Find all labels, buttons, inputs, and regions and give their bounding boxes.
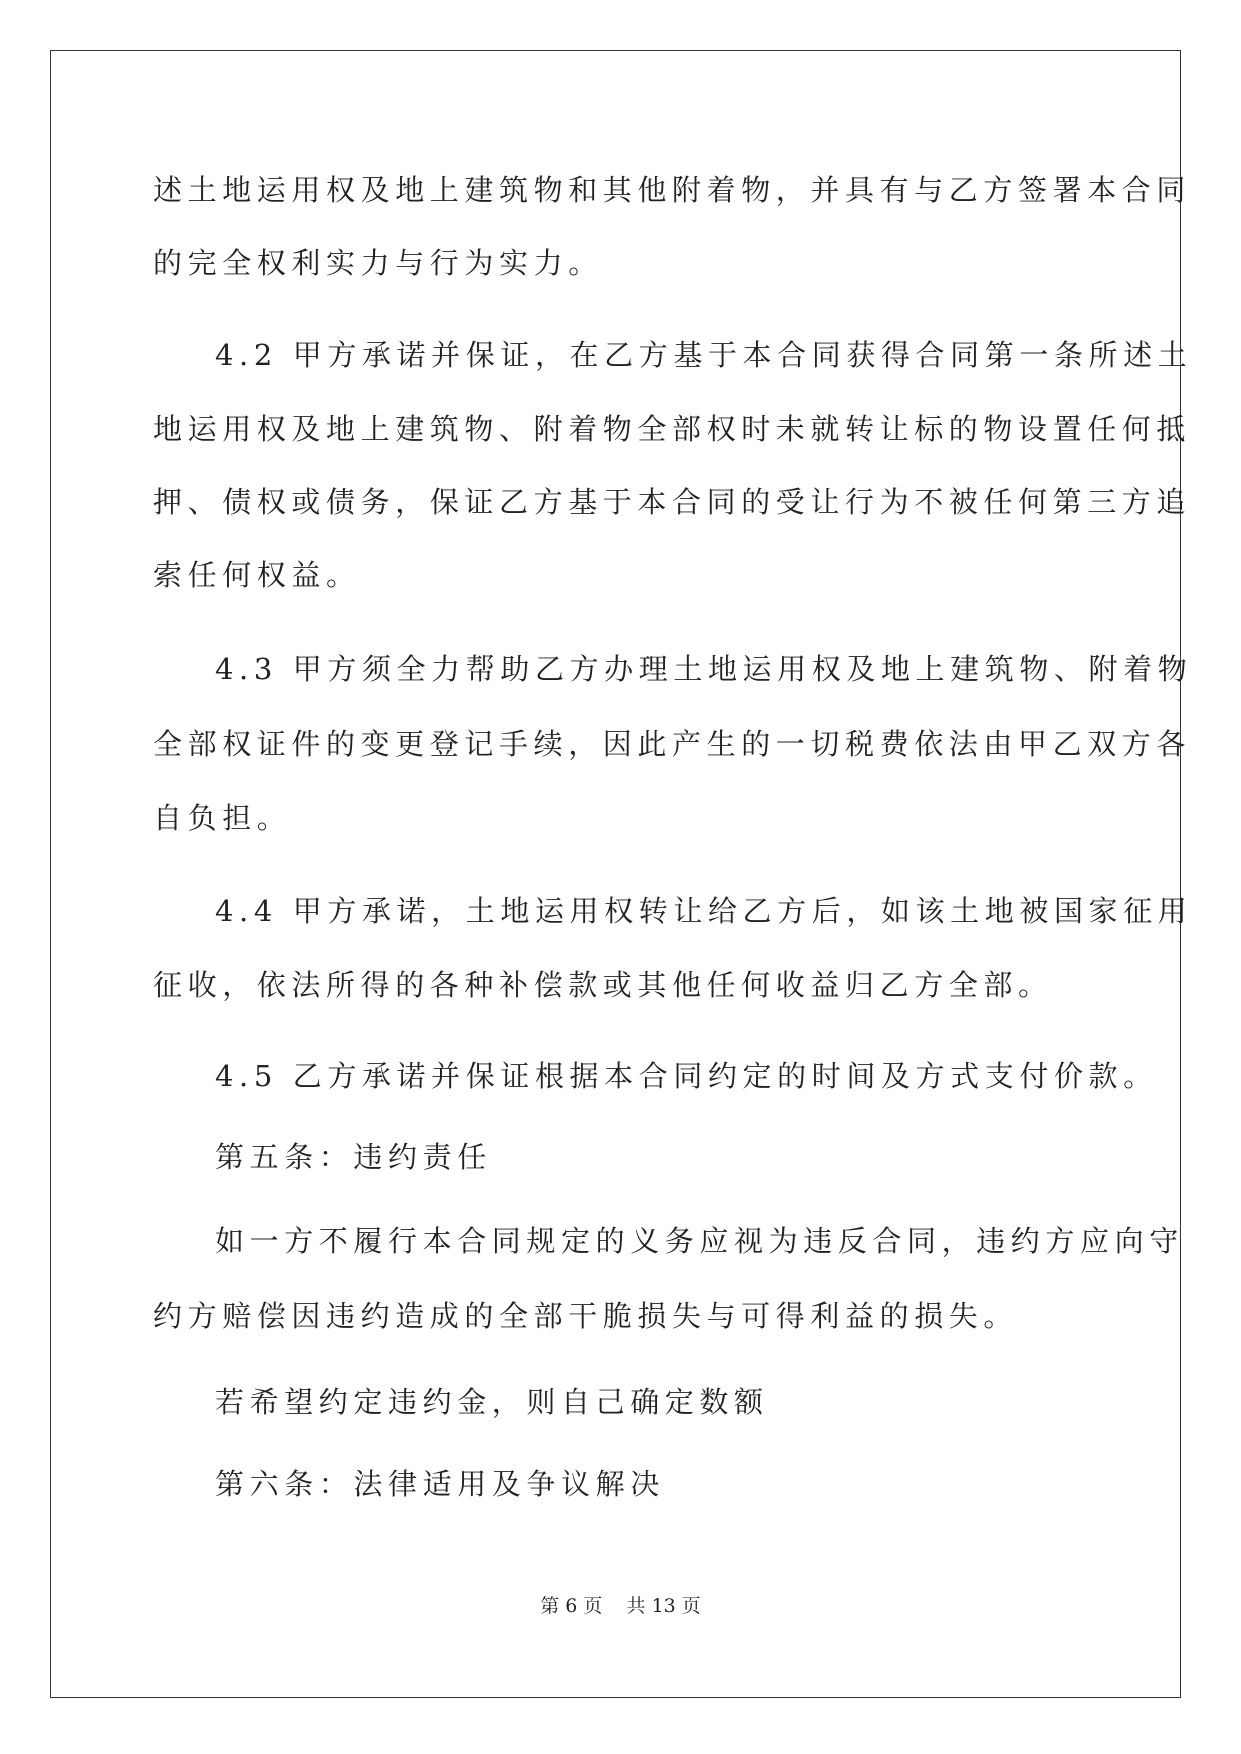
- text-line: 自负担。: [153, 801, 292, 835]
- section-heading-article-5: 第五条：违约责任: [215, 1140, 492, 1174]
- text-line: 征收，依法所得的各种补偿款或其他任何收益归乙方全部。: [153, 968, 1053, 1002]
- paragraph-4-4-start: 4.4 甲方承诺，土地运用权转让给乙方后，如该土地被国家征用: [215, 894, 1193, 928]
- text-line: 押、债权或债务，保证乙方基于本合同的受让行为不被任何第三方追: [153, 485, 1192, 519]
- paragraph-penalty-note: 若希望约定违约金，则自己确定数额: [215, 1385, 769, 1419]
- paragraph-breach-start: 如一方不履行本合同规定的义务应视为违反合同，违约方应向守: [215, 1224, 1184, 1258]
- page-number-footer: 第 6 页 共 13 页: [540, 1595, 701, 1617]
- paragraph-4-5: 4.5 乙方承诺并保证根据本合同约定的时间及方式支付价款。: [215, 1059, 1158, 1093]
- section-heading-article-6: 第六条：法律适用及争议解决: [215, 1467, 665, 1501]
- text-line: 述土地运用权及地上建筑物和其他附着物，并具有与乙方签署本合同: [153, 173, 1192, 207]
- text-line: 地运用权及地上建筑物、附着物全部权时未就转让标的物设置任何抵: [153, 412, 1192, 446]
- page-border: [50, 50, 1181, 1698]
- text-line: 索任何权益。: [153, 558, 361, 592]
- text-line: 的完全权利实力与行为实力。: [153, 246, 603, 280]
- text-line: 全部权证件的变更登记手续，因此产生的一切税费依法由甲乙双方各: [153, 727, 1192, 761]
- paragraph-4-3-start: 4.3 甲方须全力帮助乙方办理土地运用权及地上建筑物、附着物: [215, 652, 1193, 686]
- paragraph-4-2-start: 4.2 甲方承诺并保证，在乙方基于本合同获得合同第一条所述土: [215, 338, 1193, 372]
- text-line: 约方赔偿因违约造成的全部干脆损失与可得利益的损失。: [153, 1299, 1019, 1333]
